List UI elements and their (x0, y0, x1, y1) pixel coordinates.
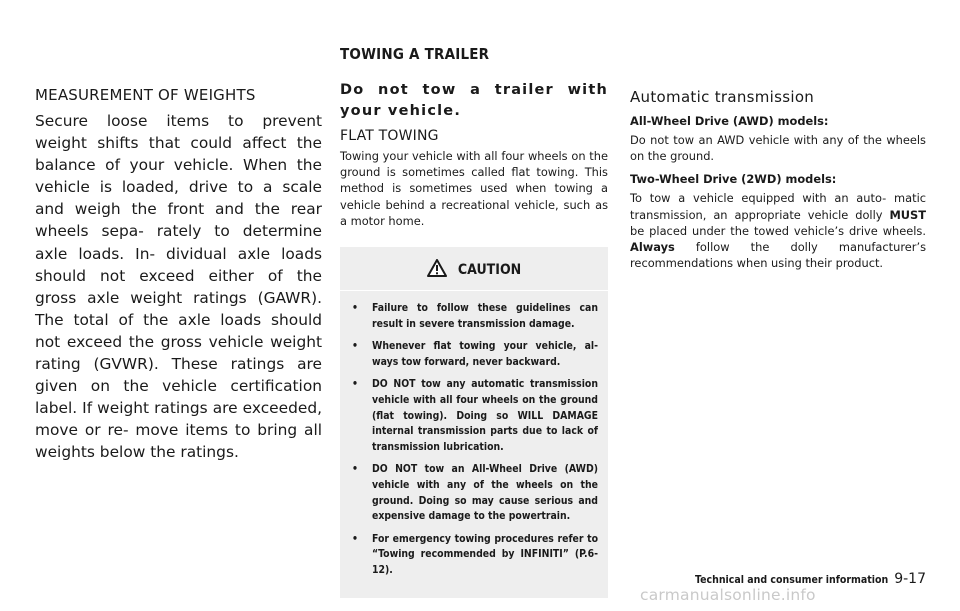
watermark: carmanualsonline.info (640, 586, 816, 604)
footer-section: Technical and consumer information (695, 574, 889, 586)
twd-always: Always (630, 240, 675, 255)
bullet: • (352, 340, 358, 353)
caution-list (350, 301, 598, 579)
awd-subheading: All-Wheel Drive (AWD) models: (630, 114, 829, 128)
column-automatic-transmission (630, 88, 926, 279)
page-footer (630, 568, 926, 587)
bullet: • (352, 378, 358, 391)
bullet: • (352, 463, 358, 476)
caution-divider (340, 290, 608, 291)
flat-towing-body: Towing your vehicle with all four wheels on the ground is sometimes called flat towing. This method is sometimes used when towing a vehicle behind a recreational vehicle, such as a motor home. (340, 149, 608, 228)
awd-body: Do not tow an AWD vehicle with any of the wheels on the ground. (630, 133, 926, 164)
twd-subheading: Two-Wheel Drive (2WD) models: (630, 172, 837, 187)
flat-towing-heading: FLAT TOWING (340, 128, 439, 144)
caution-item-text: DO NOT tow any automatic transmission vehicle with all four wheels on the ground (flat towing). Doing so WILL DAMAGE internal transmission parts due to lack of transmission lubrication. (372, 378, 598, 453)
column-measurement (35, 86, 322, 464)
column-flat-towing (340, 80, 608, 598)
caution-item-text: Whenever flat towing your vehicle, al- ways tow forward, never backward. (372, 340, 598, 368)
no-tow-warning: Do not tow a trailer with your vehicle. (340, 82, 608, 119)
caution-item-text: For emergency towing procedures refer to “Towing recommended by INFINITI” (P.6-12). (372, 532, 598, 576)
twd-text-2: be placed under the towed vehicle’s drive wheels. (630, 223, 926, 238)
twd-body (630, 190, 926, 271)
measurement-body: Secure loose items to prevent weight shifts that could affect the balance of your vehicle. When the vehicle is loaded, drive to a scale and weigh the front and the rear wheels sepa- rately to determine axle loads. In- dividual axle loads should not exceed either of the gross axle weight ratings (GAWR). The total of the axle loads should not exceed the gross vehicle weight rating (GVWR). These ratings are given on the vehicle certification label. If weight ratings are exceeded, move or re- move items to bring all weights below the ratings. (35, 112, 322, 462)
section-header: TOWING A TRAILER (340, 45, 490, 63)
caution-box (340, 247, 608, 598)
measurement-heading: MEASUREMENT OF WEIGHTS (35, 86, 256, 104)
caution-item (350, 301, 598, 332)
caution-header (350, 259, 598, 278)
bullet: • (352, 302, 358, 315)
warning-triangle-icon (427, 259, 447, 277)
caution-item (350, 462, 598, 524)
bullet: • (352, 532, 358, 545)
caution-item-text: DO NOT tow an All-Wheel Drive (AWD) vehicle with any of the wheels on the ground. Doing so may cause serious and expensive damage to the powertrain. (372, 463, 598, 523)
caution-item-text: Failure to follow these guidelines can result in severe transmission damage. (372, 302, 598, 330)
twd-must: MUST (889, 207, 926, 222)
caution-item (350, 377, 598, 455)
twd-text-3: follow the dolly manufacturer’s recommendations when using their product. (630, 240, 926, 271)
caution-item (350, 532, 598, 579)
automatic-transmission-heading: Automatic transmission (630, 88, 815, 106)
page-number: 9-17 (894, 571, 926, 587)
caution-label: CAUTION (457, 262, 522, 279)
caution-item (350, 339, 598, 370)
twd-text-1: To tow a vehicle equipped with an auto- matic transmission, an appropriate vehicle dolly (630, 191, 926, 222)
